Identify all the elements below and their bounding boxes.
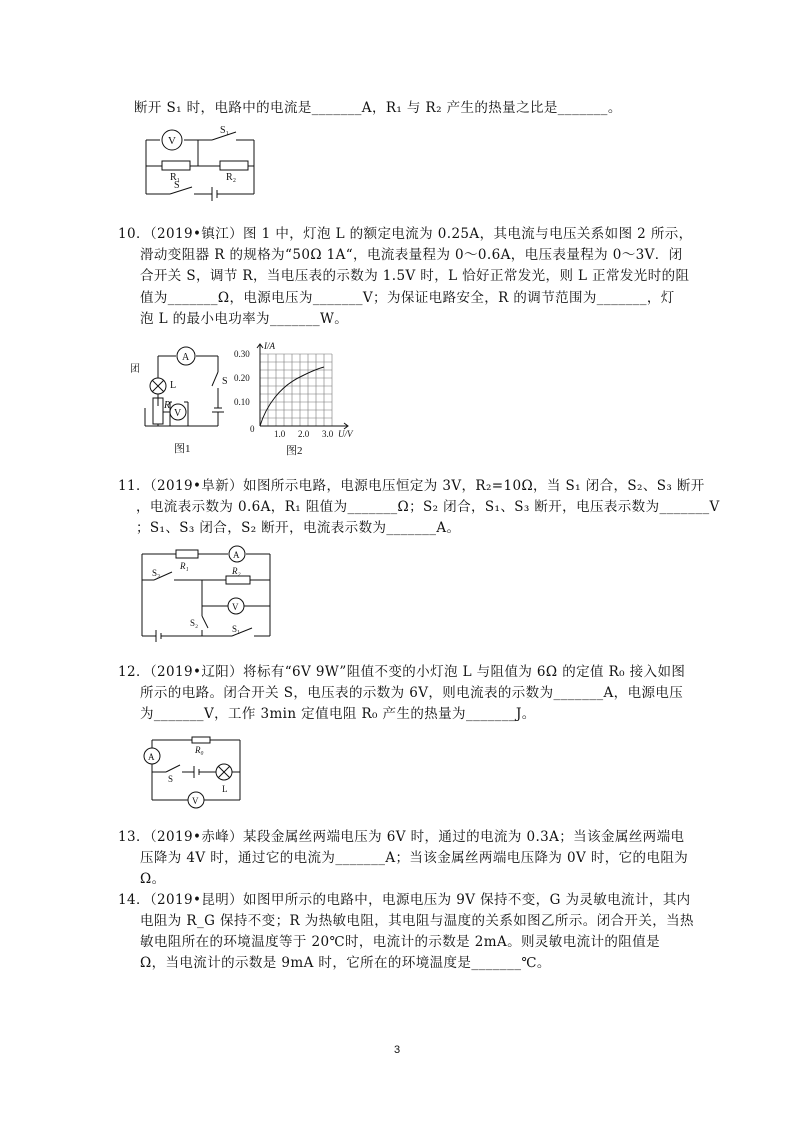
q11-line-2: ，电流表示数为 0.6A，R₁ 阻值为_______Ω；S₂ 闭合，S₁、S₃ 断开，电压表示数为_______V	[136, 499, 720, 515]
q11-r1-label: R₁	[180, 561, 189, 571]
q10-fig1-circuit	[130, 342, 230, 462]
q10-line-1: 10．（2019•镇江）图 1 中，灯泡 L 的额定电流为 0.25A，其电流与电压关系如图 2 所示，	[118, 226, 693, 242]
q11-ammeter-label: A	[233, 550, 240, 560]
q12-voltmeter-label: V	[192, 796, 199, 806]
q9-r1-label: R₁	[170, 172, 181, 183]
q10-fig2-ylabel: I/A	[264, 341, 275, 351]
q10-fig2-xlabel: U/V	[338, 429, 353, 439]
q12-line-3: 为_______V，工作 3min 定值电阻 R₀ 产生的热量为_______J。	[140, 706, 536, 722]
q11-line-1: 11．（2019•阜新）如图所示电路，电源电压恒定为 3V，R₂=10Ω，当 S₁ 闭合，S₂、S₃ 断开	[118, 478, 705, 494]
q10-fig1-voltmeter-label: V	[174, 408, 182, 419]
q11-line-3: ；S₁、S₃ 闭合，S₂ 断开，电流表示数为_______A。	[136, 520, 461, 536]
q10-fig1-rheostat-label: R	[164, 400, 171, 411]
q10-line-2: 滑动变阻器 R 的规格为“50Ω 1A“，电流表量程为 0～0.6A，电压表量程为 0～3V．闭	[140, 247, 683, 263]
q11-circuit	[136, 544, 286, 648]
q10-fig2-ytick: 0.20	[234, 373, 250, 383]
q12-line-2: 所示的电路。闭合开关 S，电压表的示数为 6V，则电流表的示数为_______A，电源电压	[140, 685, 684, 701]
q10-fig2-ytick: 0.10	[234, 397, 250, 407]
q9-s-label: S	[174, 180, 180, 191]
q12-r0-label: R₀	[195, 745, 204, 755]
q10-fig1-lamp-label: L	[170, 380, 177, 391]
q14-line-2: 电阻为 R_G 保持不变；R 为热敏电阻，其电阻与温度的关系如图乙所示。闭合开关，当热	[140, 913, 694, 929]
q9-circuit	[140, 124, 270, 208]
q10-fig2-origin: 0	[250, 424, 255, 434]
q14-line-1: 14．（2019•昆明）如图甲所示的电路中，电源电压为 9V 保持不变，G 为灵敏电流计，其内	[118, 892, 691, 908]
q10-fig1-edge-mark: 团	[130, 364, 140, 375]
q10-fig1-caption: 图1	[174, 443, 191, 455]
q10-line-5: 泡 L 的最小电功率为_______W。	[140, 311, 349, 327]
q13-line-3: Ω。	[140, 871, 166, 887]
q11-voltmeter-label: V	[232, 602, 239, 612]
q10-fig2-xtick: 3.0	[322, 429, 334, 439]
q14-line-4: Ω，当电流计的示数是 9mA 时，它所在的环境温度是_______℃。	[140, 955, 551, 971]
q14-line-3: 敏电阻所在的环境温度等于 20℃时，电流计的示数是 2mA。则灵敏电流计的阻值是	[140, 934, 661, 950]
q10-fig1-switch-label: S	[222, 376, 228, 387]
q11-s3-label: S₃	[152, 568, 161, 578]
q10-fig2-xtick: 1.0	[274, 429, 286, 439]
q12-lamp-label: L	[222, 784, 228, 794]
q10-fig2-ytick: 0.30	[234, 349, 250, 359]
q12-ammeter-label: A	[148, 752, 155, 762]
q12-circuit	[140, 732, 250, 816]
q11-s2-label: S₂	[190, 618, 199, 628]
q13-line-2: 压降为 4V 时，通过它的电流为_______A；当该金属丝两端电压降为 0V 时，它的电阻为	[140, 850, 689, 866]
q9-line: 断开 S₁ 时，电路中的电流是_______A，R₁ 与 R₂ 产生的热量之比是_______。	[134, 100, 622, 116]
q10-fig2-xtick: 2.0	[298, 429, 310, 439]
q10-fig2-graph	[232, 340, 372, 464]
q12-s-label: S	[168, 774, 174, 784]
q10-fig2-caption: 图2	[286, 445, 303, 457]
q9-r2-label: R₂	[226, 172, 237, 183]
q10-fig1-ammeter-label: A	[182, 352, 190, 363]
q10-line-3: 合开关 S，调节 R，当电压表的示数为 1.5V 时，L 恰好正常发光，则 L 正常发光时的阻	[140, 268, 690, 284]
q12-line-1: 12．（2019•辽阳）将标有“6V 9W”阻值不变的小灯泡 L 与阻值为 6Ω 的定值 R₀ 接入如图	[118, 664, 686, 680]
q9-voltmeter-label: V	[168, 135, 176, 147]
q11-s1-label: S₁	[232, 624, 241, 634]
q11-r2-label: R₂	[232, 566, 241, 576]
page-number: 3	[393, 1044, 401, 1056]
q13-line-1: 13．（2019•赤峰）某段金属丝两端电压为 6V 时，通过的电流为 0.3A；当该金属丝两端电	[118, 829, 685, 845]
q9-s1-label: S₁	[220, 125, 230, 136]
q10-line-4: 值为_______Ω，电源电压为_______V；为保证电路安全，R 的调节范围为_______，灯	[140, 290, 675, 306]
